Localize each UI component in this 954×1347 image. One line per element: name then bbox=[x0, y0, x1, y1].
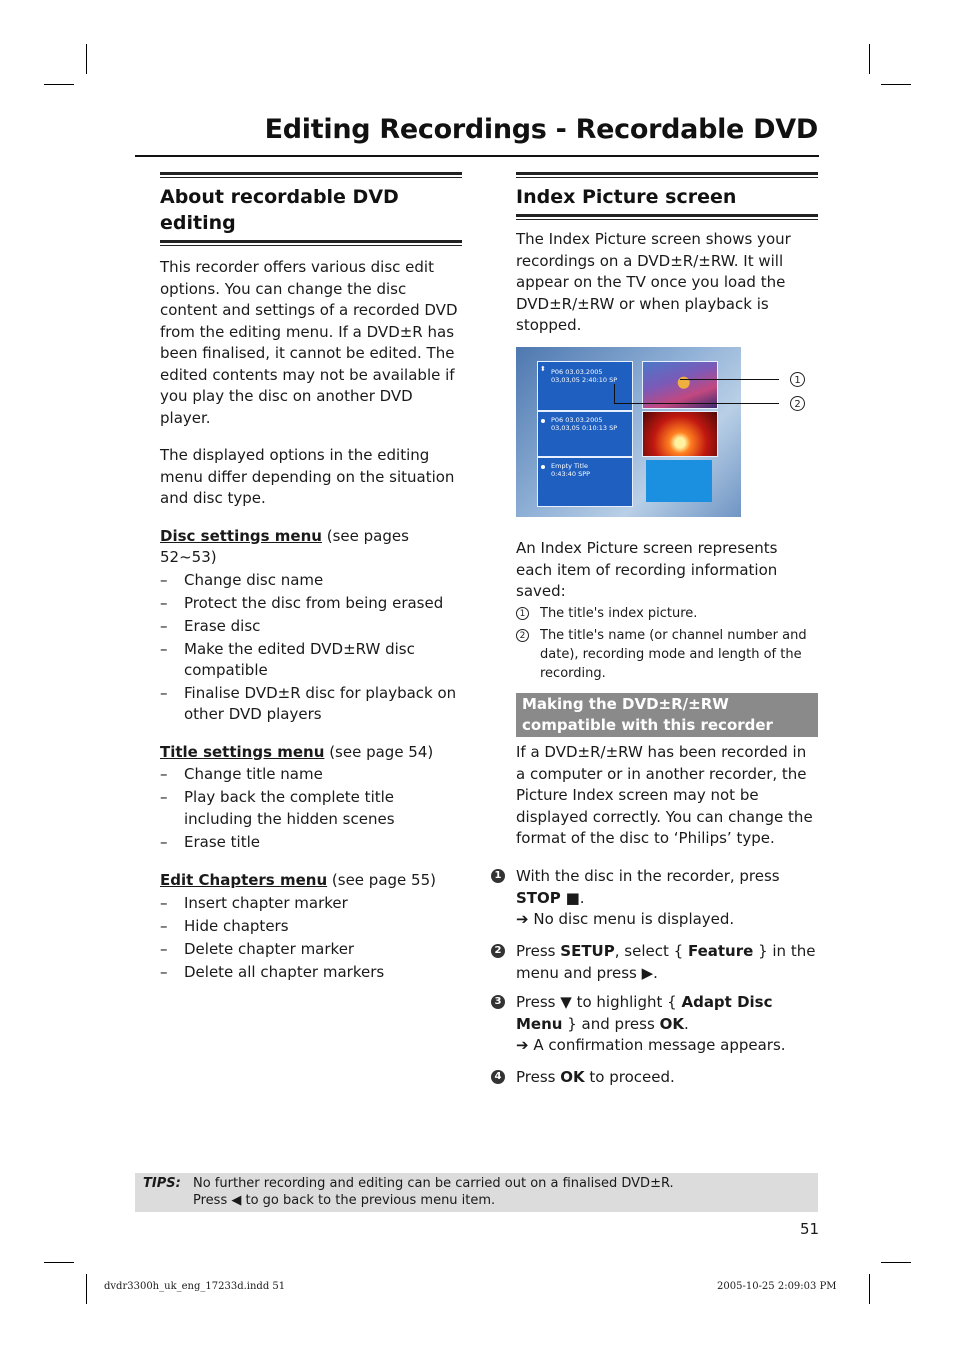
left-column bbox=[160, 172, 462, 984]
making-compatible-text: If a DVD±R/±RW has been recorded in a computer or in another recorder, the Picture Index screen may not be displayed correctly. You can change the format of the disc to ‘Philips’ type. bbox=[516, 743, 813, 847]
tile-1-info: 03,03,05 2:40:10 SP bbox=[551, 376, 618, 384]
about-heading-line2: editing bbox=[160, 212, 236, 234]
legend-num-1: 1 bbox=[516, 607, 529, 620]
step-2-mid: , select { bbox=[614, 942, 684, 960]
scroll-arrows-icon: ⬍ bbox=[540, 365, 546, 373]
right-column bbox=[516, 172, 818, 337]
title-settings-title-row bbox=[160, 742, 462, 764]
result-arrow-icon: ➔ bbox=[516, 1036, 529, 1054]
callout-2: 2 bbox=[790, 396, 805, 411]
step-3-press: Press bbox=[516, 993, 556, 1011]
tips-line-2-text: to go back to the previous menu item. bbox=[245, 1193, 496, 1208]
step-2: 2 Press SETUP, select { Feature } in the menu and press ▶. bbox=[491, 941, 821, 984]
step-1-result: No disc menu is displayed. bbox=[533, 910, 735, 928]
title-tile-2 bbox=[537, 411, 633, 457]
legend-block bbox=[516, 538, 818, 683]
index-heading: Index Picture screen bbox=[516, 186, 737, 208]
edit-chapters-title: Edit Chapters menu bbox=[160, 871, 328, 889]
list-item: – Erase title bbox=[160, 831, 462, 854]
footer-file: dvdr3300h_uk_eng_17233d.indd 51 bbox=[104, 1281, 286, 1292]
footer-date: 2005-10-25 2:09:03 PM bbox=[717, 1281, 837, 1292]
page-title: Editing Recordings - Recordable DVD bbox=[264, 114, 818, 145]
list-item: – Delete all chapter markers bbox=[160, 961, 462, 984]
step-4-number: 4 bbox=[491, 1070, 505, 1084]
edit-chapters-pages: (see page 55) bbox=[331, 871, 436, 889]
heading-rule-top-thin bbox=[160, 177, 462, 178]
crop-mark bbox=[86, 44, 87, 74]
about-intro: This recorder offers various disc edit options. You can change the disc content and settings of a recorded DVD from the editing menu. If a DVD±R has been finalised, it cannot be edited. The edited contents may not be available if you play the disc on another DVD player. bbox=[160, 258, 458, 427]
index-intro: The Index Picture screen shows your recordings on a DVD±R/±RW. It will appear on the TV once you load the DVD±R/±RW or when playback is stopped. bbox=[516, 230, 791, 334]
feature-option: Feature bbox=[687, 942, 754, 960]
disc-settings-pages: (see pages 52~53) bbox=[160, 526, 409, 566]
tile-3-name: Empty Title bbox=[551, 462, 588, 470]
menu-option: Menu bbox=[516, 1014, 563, 1033]
right-arrow-icon: ▶ bbox=[641, 963, 654, 982]
heading-rule-top-thin bbox=[516, 177, 818, 178]
about-heading-line1: About recordable DVD bbox=[160, 186, 399, 208]
represents-text: An Index Picture screen represents each item of recording information saved: bbox=[516, 539, 778, 600]
disc-settings-list bbox=[160, 569, 462, 726]
list-item: – Hide chapters bbox=[160, 915, 462, 938]
tile-2-name: P06 03.03.2005 bbox=[551, 416, 603, 424]
tips-bar bbox=[135, 1173, 818, 1212]
tips-line-2 bbox=[193, 1192, 495, 1209]
edit-chapters-title-row bbox=[160, 870, 462, 892]
about-heading bbox=[160, 184, 462, 236]
step-4-end: to proceed. bbox=[589, 1068, 675, 1086]
edit-chapters-list bbox=[160, 892, 462, 984]
adapt-disc-option: Adapt Disc bbox=[681, 993, 773, 1011]
step-2-press: Press bbox=[516, 942, 556, 960]
step-4 bbox=[491, 1067, 821, 1089]
tips-label: TIPS: bbox=[143, 1176, 181, 1191]
stop-key: STOP bbox=[516, 888, 561, 907]
disc-settings-section bbox=[160, 526, 462, 726]
down-arrow-icon: ▼ bbox=[560, 993, 572, 1011]
index-picture-screenshot bbox=[516, 347, 741, 517]
heading-rule-bottom-thin bbox=[160, 245, 462, 246]
tile-2-info: 03,03,05 0:10:13 SP bbox=[551, 424, 618, 432]
step-4-press: Press bbox=[516, 1068, 556, 1086]
list-item: – Insert chapter marker bbox=[160, 892, 462, 915]
bullet-icon bbox=[541, 465, 545, 469]
crop-mark bbox=[86, 1274, 87, 1304]
ok-key: OK bbox=[560, 1068, 585, 1086]
step-3: 3 Press ▼ to highlight { Adapt Disc Menu } and press OK. ➔ A confirmation message appears. bbox=[491, 992, 821, 1057]
tips-press: Press bbox=[193, 1193, 228, 1208]
step-3-end: } and press bbox=[567, 1014, 655, 1033]
list-item: – Make the edited DVD±RW disc compatible bbox=[160, 639, 462, 682]
list-item: – Erase disc bbox=[160, 615, 462, 638]
title-settings-pages: (see page 54) bbox=[329, 742, 434, 761]
list-item: – Change title name bbox=[160, 763, 462, 786]
crop-mark bbox=[881, 84, 911, 85]
title-settings-list bbox=[160, 763, 462, 854]
title-tile-3 bbox=[537, 457, 633, 507]
tile-3-info: 0:43:40 SPP bbox=[551, 470, 591, 478]
empty-thumbnail bbox=[646, 460, 712, 502]
stop-icon: ■ bbox=[565, 888, 580, 907]
step-3-result: A confirmation message appears. bbox=[533, 1036, 786, 1054]
ok-key: OK bbox=[659, 1014, 684, 1033]
setup-key: SETUP bbox=[560, 942, 615, 960]
step-1-number: 1 bbox=[491, 869, 505, 883]
tile-1-name: P06 03.03.2005 bbox=[551, 368, 603, 376]
bullet-icon bbox=[541, 419, 545, 423]
heading-rule-bottom bbox=[516, 214, 818, 217]
left-arrow-icon: ◀ bbox=[231, 1193, 242, 1208]
title-rule bbox=[135, 155, 819, 157]
list-item: – Finalise DVD±R disc for playback on other DVD players bbox=[160, 683, 462, 726]
step-2-number: 2 bbox=[491, 944, 505, 958]
legend-item-1 bbox=[516, 604, 818, 623]
disc-settings-title-row bbox=[160, 526, 462, 569]
list-item: – Delete chapter marker bbox=[160, 938, 462, 961]
callout-line-1 bbox=[680, 379, 779, 380]
heading-rule-top bbox=[516, 172, 818, 175]
step-1-text: With the disc in the recorder, press bbox=[516, 867, 780, 885]
legend-text-1: The title's index picture. bbox=[540, 605, 698, 621]
crop-mark bbox=[869, 44, 870, 74]
legend-num-2: 2 bbox=[516, 629, 529, 642]
making-heading-line1: Making the DVD±R/±RW bbox=[522, 695, 729, 713]
step-2-line2: menu and press bbox=[516, 963, 637, 982]
making-compatible-heading bbox=[516, 693, 818, 737]
legend-item-2 bbox=[516, 626, 818, 683]
step-3-mid: to highlight { bbox=[576, 993, 677, 1011]
sunset-thumbnail bbox=[642, 411, 718, 457]
edit-chapters-section bbox=[160, 870, 462, 984]
disc-settings-title: Disc settings menu bbox=[160, 526, 322, 545]
list-item: – Protect the disc from being erased bbox=[160, 592, 462, 615]
crop-mark bbox=[44, 84, 74, 85]
step-2-end: } in the bbox=[758, 942, 816, 960]
result-arrow-icon: ➔ bbox=[516, 910, 529, 928]
fish-thumbnail bbox=[642, 361, 718, 409]
callout-1: 1 bbox=[790, 372, 805, 387]
list-item: – Change disc name bbox=[160, 569, 462, 592]
callout-line-2 bbox=[614, 403, 779, 404]
legend-text-2: The title's name (or channel number and date), recording mode and length of the recording. bbox=[540, 627, 807, 681]
heading-rule-bottom bbox=[160, 240, 462, 243]
making-heading-line2: compatible with this recorder bbox=[522, 716, 773, 734]
list-item: – Play back the complete title including the hidden scenes bbox=[160, 787, 462, 830]
crop-mark bbox=[869, 1274, 870, 1304]
title-settings-section bbox=[160, 742, 462, 855]
title-settings-title: Title settings menu bbox=[160, 742, 325, 761]
step-1: 1 With the disc in the recorder, press STOP ■. ➔ No disc menu is displayed. bbox=[491, 866, 821, 931]
page-number: 51 bbox=[800, 1220, 820, 1238]
heading-rule-top bbox=[160, 172, 462, 175]
options-note: The displayed options in the editing menu differ depending on the situation and disc type. bbox=[160, 446, 455, 507]
callout-line-2-drop bbox=[614, 384, 615, 404]
heading-rule-bottom-thin bbox=[516, 219, 818, 220]
step-3-number: 3 bbox=[491, 995, 505, 1009]
tips-line-1: No further recording and editing can be carried out on a finalised DVD±R. bbox=[193, 1176, 674, 1191]
crop-mark bbox=[881, 1262, 911, 1263]
crop-mark bbox=[44, 1262, 74, 1263]
